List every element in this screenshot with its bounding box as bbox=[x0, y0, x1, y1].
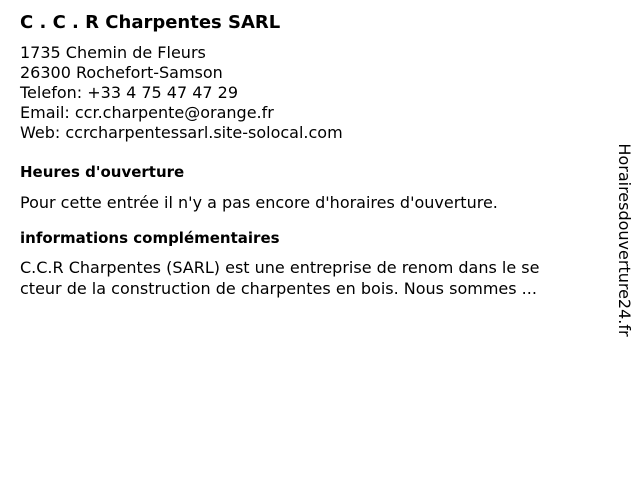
additional-info-heading: informations complémentaires bbox=[20, 229, 280, 247]
street-address: 1735 Chemin de Fleurs bbox=[20, 43, 206, 62]
phone-number: Telefon: +33 4 75 47 47 29 bbox=[20, 83, 239, 102]
opening-hours-heading: Heures d'ouverture bbox=[20, 163, 185, 181]
business-title: C . C . R Charpentes SARL bbox=[20, 12, 281, 33]
business-listing bbox=[20, 12, 600, 299]
website-address: Web: ccrcharpentessarl.site-solocal.com bbox=[20, 123, 343, 142]
additional-info-text bbox=[20, 257, 600, 299]
site-brand-vertical: Horairesdouverture24.fr bbox=[615, 143, 634, 337]
email-address: Email: ccr.charpente@orange.fr bbox=[20, 103, 274, 122]
additional-info-line-1: C.C.R Charpentes (SARL) est une entreprise de renom dans le se bbox=[20, 258, 540, 277]
contact-block bbox=[20, 43, 600, 143]
opening-hours-text: Pour cette entrée il n'y a pas encore d'horaires d'ouverture. bbox=[20, 193, 498, 212]
additional-info-line-2: cteur de la construction de charpentes en bois. Nous sommes ... bbox=[20, 279, 537, 298]
city-postal: 26300 Rochefort-Samson bbox=[20, 63, 223, 82]
